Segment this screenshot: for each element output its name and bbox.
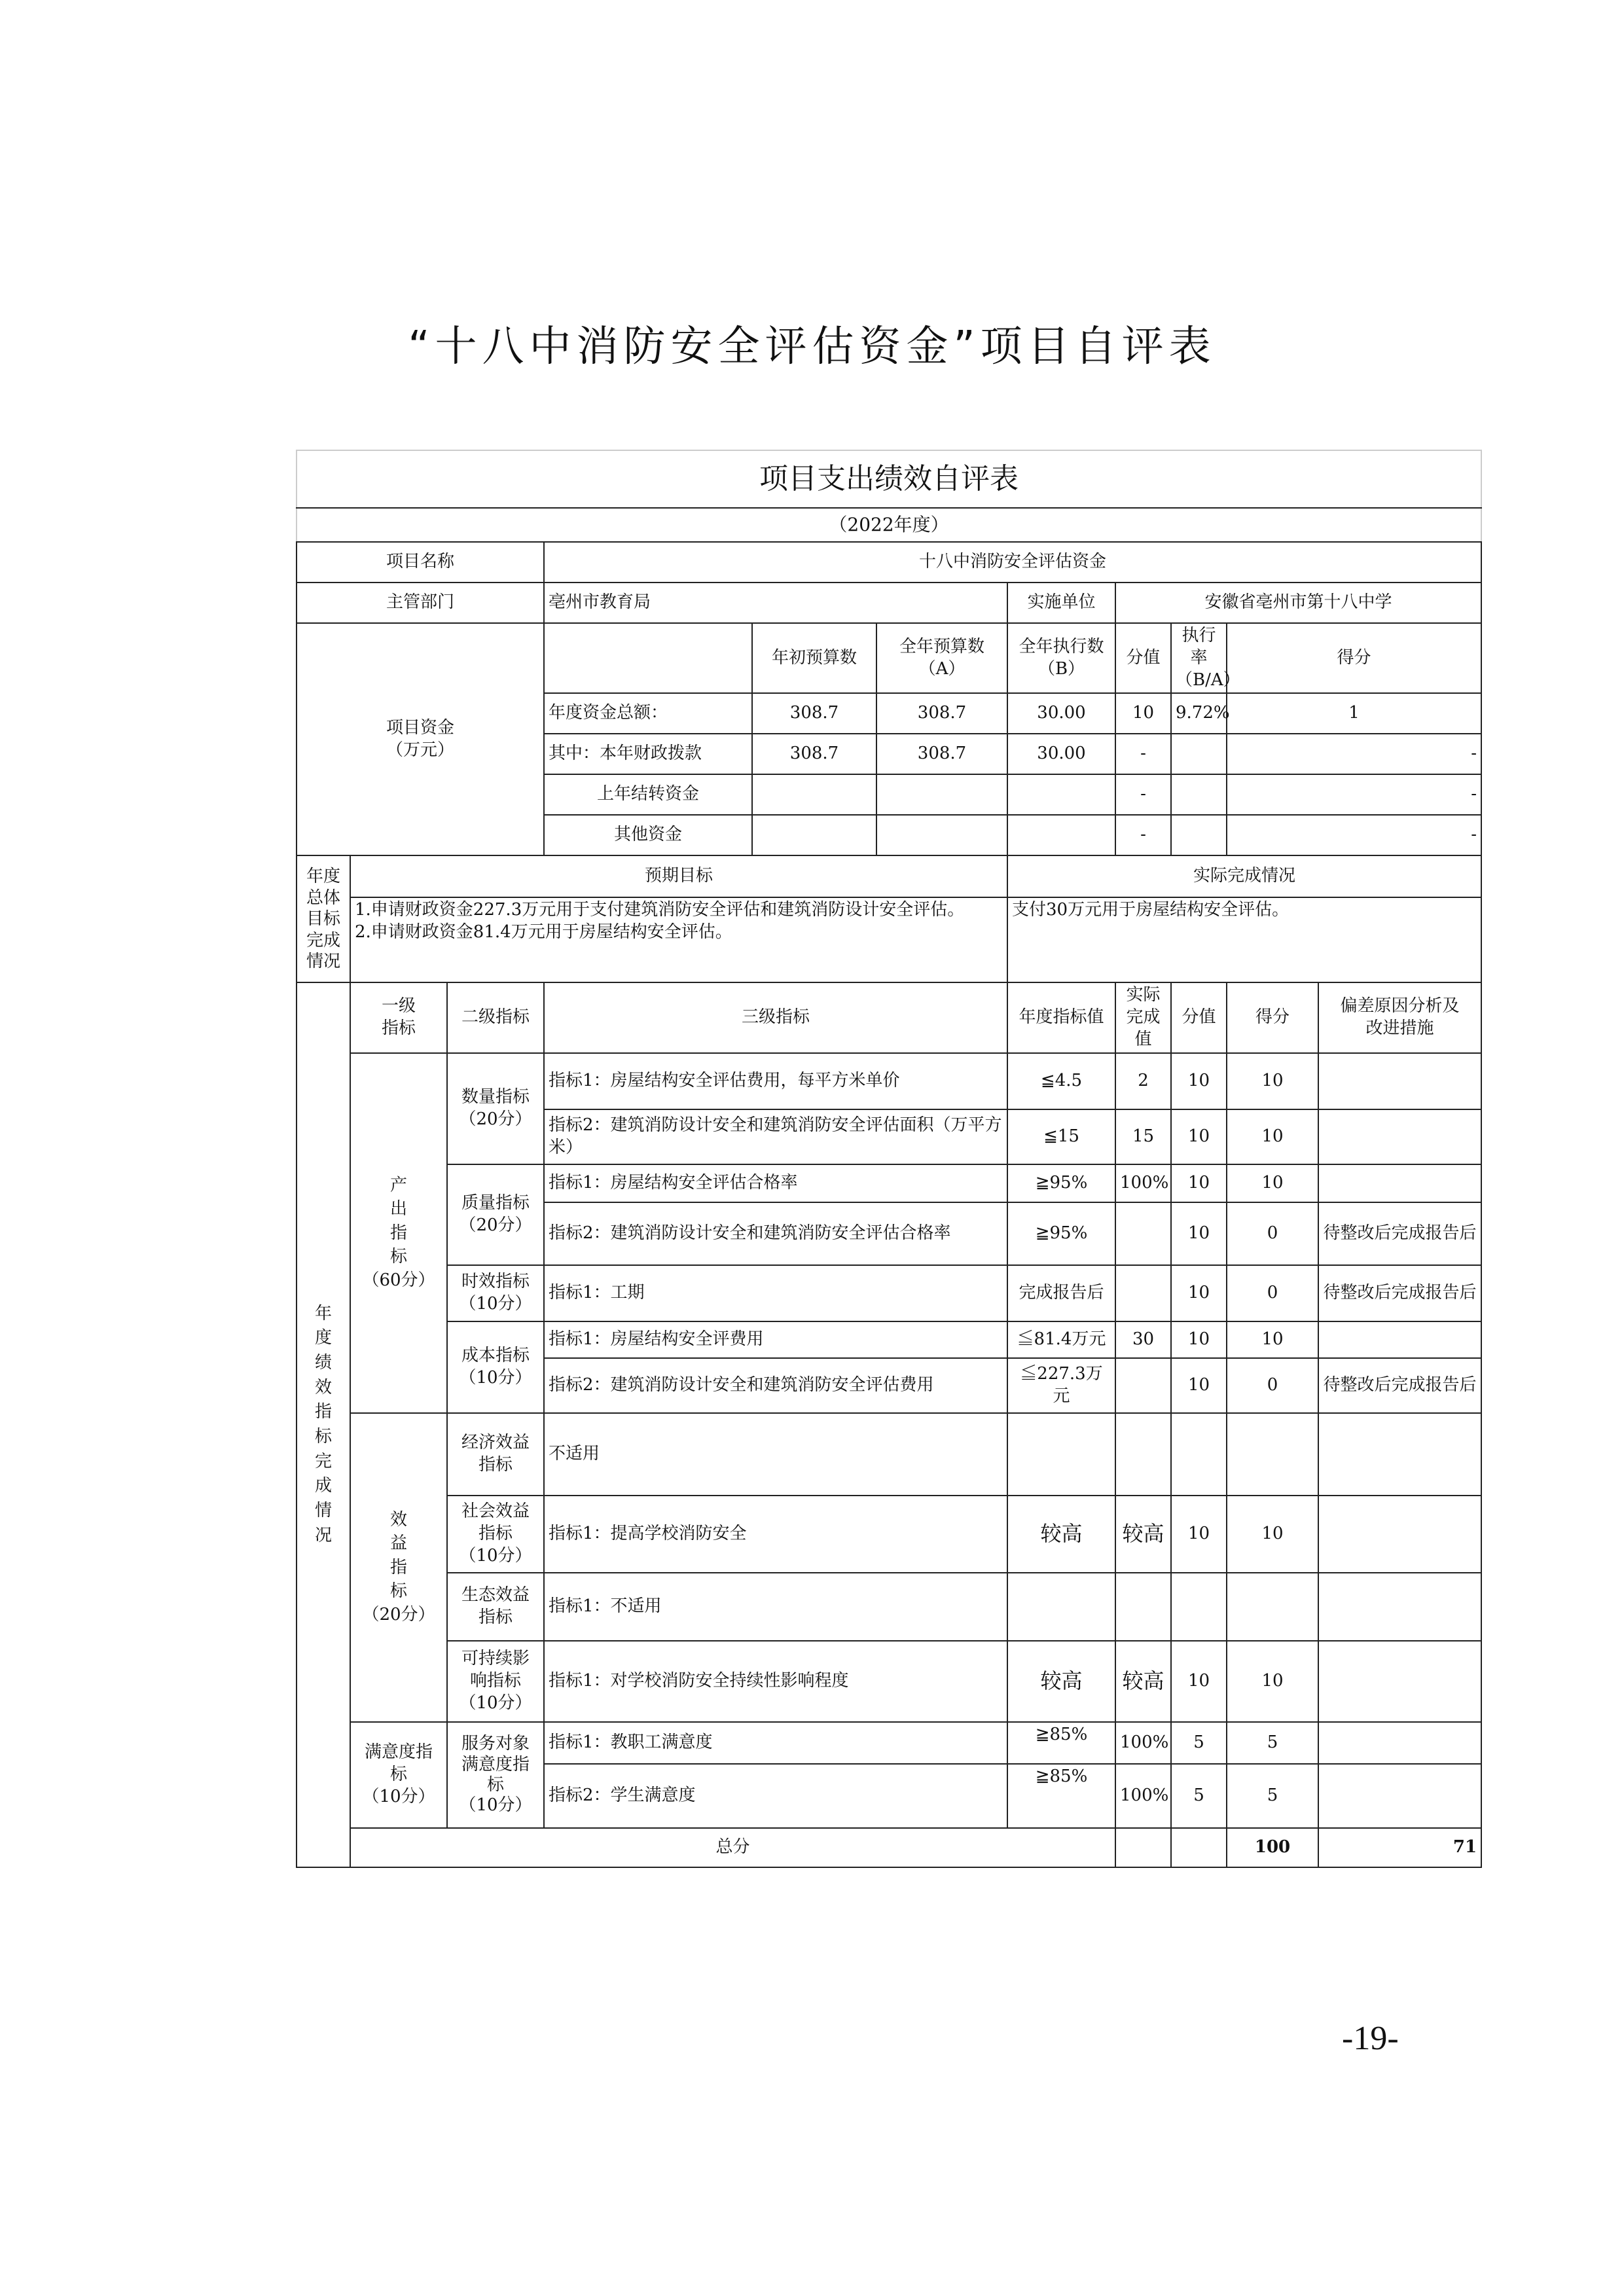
indicator-note: 待整改后完成报告后 [1318, 1265, 1481, 1321]
funds-cell: - [1115, 734, 1171, 774]
funds-cell: 308.7 [876, 693, 1007, 734]
indicator-note: 待整改后完成报告后 [1318, 1358, 1481, 1413]
indicator-score-value [1171, 1413, 1227, 1496]
indicator-header: 年度指标值 [1007, 982, 1115, 1052]
indicator-score [1227, 1413, 1318, 1496]
indicator-name: 指标2：建筑消防设计安全和建筑消防安全评估面积（万平方米） [544, 1109, 1007, 1164]
funds-cell: 308.7 [752, 734, 876, 774]
indicator-actual [1115, 1358, 1171, 1413]
expected-text: 1.申请财政资金227.3万元用于支付建筑消防安全评估和建筑消防设计安全评估。 2.申请财政资金81.4万元用于房屋结构安全评估。 [350, 897, 1007, 982]
indicator-score: 10 [1227, 1321, 1318, 1358]
funds-cell: - [1115, 774, 1171, 815]
indicator-header: 得分 [1227, 982, 1318, 1052]
indicator-note [1318, 1641, 1481, 1722]
indicator-score-value: 10 [1171, 1321, 1227, 1358]
funds-cell: 9.72% [1171, 693, 1227, 734]
project-name: 十八中消防安全评估资金 [544, 542, 1481, 583]
indicator-note [1318, 1109, 1481, 1164]
social-label: 社会效益 指标 （10分） [447, 1496, 544, 1573]
perf-label: 年 度 绩 效 指 标 完 成 情 况 [297, 982, 350, 1867]
total-score-value: 100 [1227, 1828, 1318, 1867]
indicator-actual: 100% [1115, 1164, 1171, 1202]
indicator-score-value: 10 [1171, 1202, 1227, 1265]
page-number: -19- [1342, 2020, 1399, 2057]
indicator-score-value: 5 [1171, 1722, 1227, 1764]
indicator-score: 0 [1227, 1265, 1318, 1321]
funds-cell: - [1227, 734, 1481, 774]
timeliness-label: 时效指标 （10分） [447, 1265, 544, 1321]
goal-label: 年度 总体 目标 完成 情况 [297, 855, 350, 982]
indicator-note [1318, 1764, 1481, 1828]
indicator-score: 0 [1227, 1202, 1318, 1265]
table-title: 项目支出绩效自评表 [297, 450, 1481, 508]
project-name-label: 项目名称 [297, 542, 544, 583]
funds-row-label: 其中：本年财政拨款 [544, 734, 752, 774]
total-label: 总分 [350, 1828, 1115, 1867]
indicator-note [1318, 1321, 1481, 1358]
indicator-target: 较高 [1007, 1496, 1115, 1573]
indicator-score-value: 10 [1171, 1641, 1227, 1722]
indicator-name: 指标1：提高学校消防安全 [544, 1496, 1007, 1573]
indicator-name: 指标1：教职工满意度 [544, 1722, 1007, 1764]
funds-cell: 30.00 [1007, 693, 1115, 734]
indicator-actual: 较高 [1115, 1641, 1171, 1722]
funds-cell: 308.7 [876, 734, 1007, 774]
funds-cell [1007, 774, 1115, 815]
funds-header: 得分 [1227, 623, 1481, 693]
indicator-score: 0 [1227, 1358, 1318, 1413]
indicator-score-value: 10 [1171, 1265, 1227, 1321]
funds-header: 执行率 （B/A） [1171, 623, 1227, 693]
indicator-note [1318, 1722, 1481, 1764]
indicator-header: 分值 [1171, 982, 1227, 1052]
indicator-target: ≦227.3万元 [1007, 1358, 1115, 1413]
indicator-name: 指标1：房屋结构安全评估费用，每平方米单价 [544, 1053, 1007, 1109]
indicator-target [1007, 1413, 1115, 1496]
indicator-note: 待整改后完成报告后 [1318, 1202, 1481, 1265]
funds-label: 项目资金 （万元） [297, 623, 544, 855]
funds-row-label: 年度资金总额： [544, 693, 752, 734]
indicator-name: 指标2：建筑消防设计安全和建筑消防安全评估费用 [544, 1358, 1007, 1413]
indicator-name: 指标2：建筑消防设计安全和建筑消防安全评估合格率 [544, 1202, 1007, 1265]
indicator-actual: 100% [1115, 1722, 1171, 1764]
indicator-score: 5 [1227, 1722, 1318, 1764]
dept: 亳州市教育局 [544, 583, 1007, 623]
funds-header: 年初预算数 [752, 623, 876, 693]
quantity-label: 数量指标 （20分） [447, 1053, 544, 1164]
funds-row-label: 上年结转资金 [544, 774, 752, 815]
impl: 安徽省亳州市第十八中学 [1115, 583, 1481, 623]
performance-table [296, 450, 1482, 1868]
funds-cell [752, 774, 876, 815]
document-title: “十八中消防安全评估资金”项目自评表 [408, 323, 1216, 371]
total-score: 71 [1318, 1828, 1481, 1867]
indicator-header: 三级指标 [544, 982, 1007, 1052]
service-label: 服务对象 满意度指 标 （10分） [447, 1722, 544, 1828]
indicator-score: 10 [1227, 1053, 1318, 1109]
funds-cell [1171, 734, 1227, 774]
sustain-label: 可持续影 响指标 （10分） [447, 1641, 544, 1722]
indicator-note [1318, 1164, 1481, 1202]
indicator-score-value: 10 [1171, 1053, 1227, 1109]
indicator-header: 偏差原因分析及 改进措施 [1318, 982, 1481, 1052]
indicator-score-value: 5 [1171, 1764, 1227, 1828]
indicator-score-value: 10 [1171, 1164, 1227, 1202]
satisfaction-label: 满意度指 标 （10分） [350, 1722, 447, 1828]
funds-cell [1171, 815, 1227, 855]
indicator-actual [1115, 1573, 1171, 1641]
funds-cell: 1 [1227, 693, 1481, 734]
indicator-actual [1115, 1265, 1171, 1321]
impl-label: 实施单位 [1007, 583, 1115, 623]
indicator-actual: 2 [1115, 1053, 1171, 1109]
expected-header: 预期目标 [350, 855, 1007, 897]
funds-cell: - [1227, 815, 1481, 855]
eco-label: 生态效益 指标 [447, 1573, 544, 1641]
indicator-score: 10 [1227, 1641, 1318, 1722]
indicator-score-value [1171, 1573, 1227, 1641]
indicator-name: 指标1：对学校消防安全持续性影响程度 [544, 1641, 1007, 1722]
output-label: 产 出 指 标 （60分） [350, 1053, 447, 1413]
indicator-score: 10 [1227, 1109, 1318, 1164]
indicator-name: 指标1：房屋结构安全评费用 [544, 1321, 1007, 1358]
funds-cell [1171, 774, 1227, 815]
indicator-name: 指标1：房屋结构安全评估合格率 [544, 1164, 1007, 1202]
economic-label: 经济效益 指标 [447, 1413, 544, 1496]
funds-row-label: 其他资金 [544, 815, 752, 855]
funds-cell [876, 815, 1007, 855]
indicator-target: ≦4.5 [1007, 1053, 1115, 1109]
indicator-target: ≦15 [1007, 1109, 1115, 1164]
indicator-score: 10 [1227, 1164, 1318, 1202]
indicator-note [1318, 1573, 1481, 1641]
benefit-label: 效 益 指 标 （20分） [350, 1413, 447, 1722]
indicator-name: 指标2：学生满意度 [544, 1764, 1007, 1828]
funds-cell: - [1115, 815, 1171, 855]
indicator-score: 10 [1227, 1496, 1318, 1573]
actual-header: 实际完成情况 [1007, 855, 1481, 897]
indicator-note [1318, 1413, 1481, 1496]
indicator-actual: 15 [1115, 1109, 1171, 1164]
table-year: （2022年度） [297, 508, 1481, 542]
indicator-header: 实际完成值 [1115, 982, 1171, 1052]
indicator-actual [1115, 1413, 1171, 1496]
indicator-name: 指标1：不适用 [544, 1573, 1007, 1641]
indicator-note [1318, 1496, 1481, 1573]
indicator-actual: 100% [1115, 1764, 1171, 1828]
quality-label: 质量指标 （20分） [447, 1164, 544, 1265]
indicator-score-value: 10 [1171, 1109, 1227, 1164]
indicator-actual [1115, 1202, 1171, 1265]
dept-label: 主管部门 [297, 583, 544, 623]
indicator-name: 指标1：工期 [544, 1265, 1007, 1321]
funds-header: 分值 [1115, 623, 1171, 693]
cost-label: 成本指标 （10分） [447, 1321, 544, 1413]
indicator-actual: 较高 [1115, 1496, 1171, 1573]
actual-text: 支付30万元用于房屋结构安全评估。 [1007, 897, 1481, 982]
indicator-target [1007, 1573, 1115, 1641]
indicator-header: 一级 指标 [350, 982, 447, 1052]
indicator-target: ≧85% [1007, 1722, 1115, 1764]
indicator-target: ≧85% [1007, 1764, 1115, 1828]
indicator-target: ≧95% [1007, 1164, 1115, 1202]
indicator-note [1318, 1053, 1481, 1109]
indicator-score: 5 [1227, 1764, 1318, 1828]
indicator-actual: 30 [1115, 1321, 1171, 1358]
funds-cell: 30.00 [1007, 734, 1115, 774]
funds-cell: - [1227, 774, 1481, 815]
indicator-score-value: 10 [1171, 1358, 1227, 1413]
indicator-score [1227, 1573, 1318, 1641]
indicator-target: ≦81.4万元 [1007, 1321, 1115, 1358]
indicator-target: 完成报告后 [1007, 1265, 1115, 1321]
funds-cell [876, 774, 1007, 815]
indicator-name: 不适用 [544, 1413, 1007, 1496]
funds-header: 全年预算数（A） [876, 623, 1007, 693]
funds-cell: 10 [1115, 693, 1171, 734]
funds-cell [752, 815, 876, 855]
indicator-target: ≧95% [1007, 1202, 1115, 1265]
funds-header: 全年执行数（B） [1007, 623, 1115, 693]
funds-cell [1007, 815, 1115, 855]
indicator-target: 较高 [1007, 1641, 1115, 1722]
indicator-score-value: 10 [1171, 1496, 1227, 1573]
funds-cell: 308.7 [752, 693, 876, 734]
indicator-header: 二级指标 [447, 982, 544, 1052]
